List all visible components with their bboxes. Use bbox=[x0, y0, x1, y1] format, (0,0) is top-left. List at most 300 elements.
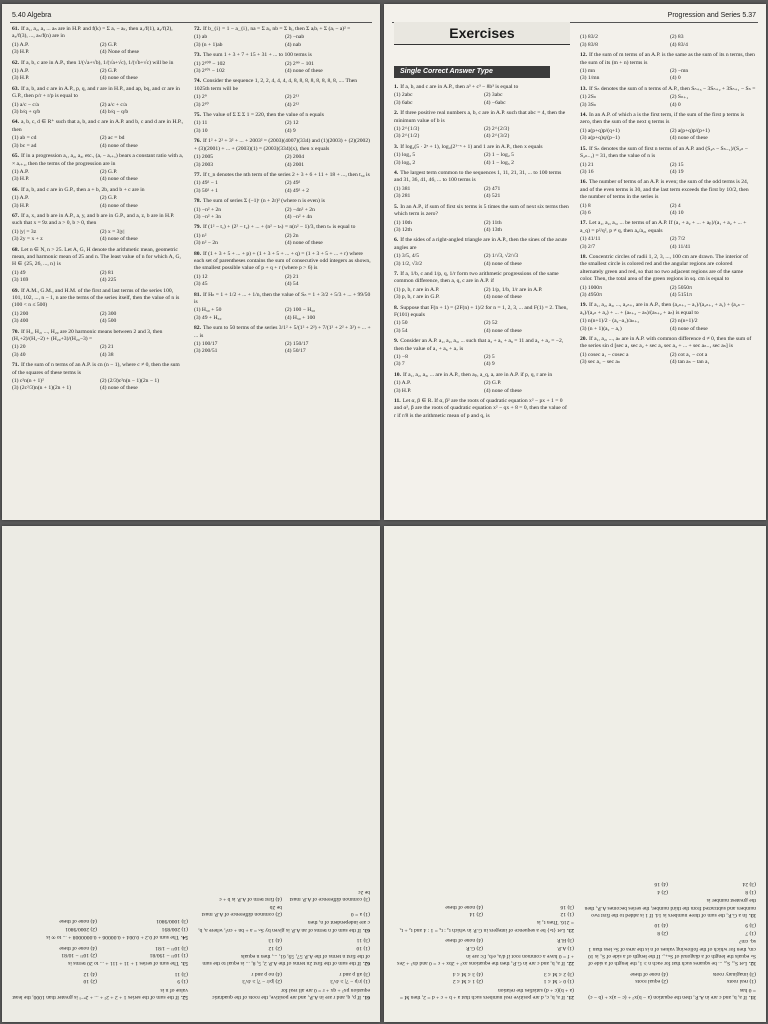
question-number: 61. bbox=[12, 26, 19, 32]
question-text bbox=[394, 237, 570, 252]
question-number: 12. bbox=[580, 52, 587, 59]
question-stem: If a, b, and c are in A.P., then the equation (a − b)x² + (c − a)x + (b − c) = 0 has bbox=[588, 986, 756, 1000]
question-item bbox=[396, 902, 574, 933]
answer-option: (4) 54 bbox=[285, 281, 299, 288]
answer-options bbox=[10, 969, 188, 984]
answer-option: (4) 2¹² bbox=[285, 101, 300, 108]
question-stem: In an A.P. of which a is the first term, if the sum of the first p terms is zero, then the sum of the next q terms is bbox=[580, 112, 745, 126]
answer-option: (1) 10th bbox=[394, 219, 412, 226]
question-text bbox=[12, 187, 184, 194]
answer-option: (4) none of these bbox=[100, 385, 138, 392]
question-item bbox=[194, 138, 372, 169]
answer-option: (1) 12 bbox=[194, 273, 208, 280]
answer-option: (3) 1/mn bbox=[580, 75, 600, 82]
answer-option: (3) 2^{1/2} bbox=[394, 133, 420, 140]
answer-option: (1) 2abc bbox=[394, 92, 413, 99]
answer-option: (1) |r/p − 7| ≥ 4√3 bbox=[330, 978, 370, 985]
answer-option: (2) 4 bbox=[657, 888, 668, 895]
answer-options bbox=[12, 102, 184, 117]
answer-option: (3) common difference of A.P. must be 2c bbox=[289, 888, 370, 903]
answer-option: (3) 4950π bbox=[580, 292, 602, 298]
answer-options bbox=[580, 318, 756, 333]
answer-option: (3) 11 bbox=[174, 970, 188, 977]
question-item bbox=[394, 398, 570, 420]
answer-option: (1) 381 bbox=[394, 185, 411, 192]
answer-option: (3) H.P. bbox=[12, 176, 30, 183]
column-right bbox=[580, 26, 756, 370]
answer-options bbox=[12, 344, 184, 359]
answer-option: (2) 2004 bbox=[285, 154, 305, 161]
answer-option: (2) 100 − H₅₀ bbox=[285, 307, 316, 314]
question-number: 21. bbox=[567, 994, 574, 1000]
answer-option: (2) x = 3|y| bbox=[100, 228, 125, 235]
answer-option: (4) H₅₀ + 100 bbox=[285, 314, 316, 321]
answer-option: (4) none of these bbox=[484, 294, 522, 301]
answer-options bbox=[580, 352, 756, 367]
question-item bbox=[10, 969, 188, 1000]
question-number: 23. bbox=[567, 926, 574, 933]
question-stem: If Sₙ denotes the sum of first n terms of an A.P. and (S₃ₙ − Sₙ₋₁)/(S₂ₙ − S₂ₙ₋₁) = 31, then the value of n is bbox=[580, 145, 748, 160]
answer-option: (2) equal roots bbox=[635, 978, 668, 985]
answer-option: (3) H.P. bbox=[12, 75, 30, 82]
answer-option: (1) |y| = 3z bbox=[12, 228, 37, 235]
question-number: 74. bbox=[194, 78, 201, 85]
question-stem: If a, x, and b are in A.P., a, y, and b are in G.P., and a, z, b are in H.P. such that x = 9z and a > 0, b > 0, then bbox=[12, 212, 175, 227]
answer-option: (3) 24 bbox=[742, 881, 756, 888]
answer-option: (3) 11 bbox=[356, 937, 370, 944]
answer-option: (1) a/c − c/a bbox=[12, 101, 39, 108]
question-text bbox=[584, 985, 756, 1000]
answer-option: (3) 6 bbox=[580, 209, 591, 216]
answer-option: (2) −4n² + 2n bbox=[285, 206, 315, 213]
question-stem: Let a₁, a₂, a₃, ... be terms of an A.P. If (a₁ + a₂ + ... + aₚ)/(a₁ + a₂ + ... + a_q) = p²/q², p ≠ q, then a₆/a₂₁ equals bbox=[580, 220, 747, 234]
question-number: 14. bbox=[580, 112, 587, 119]
answer-options bbox=[584, 880, 756, 895]
question-item bbox=[394, 271, 570, 302]
question-text bbox=[12, 247, 184, 269]
question-item bbox=[394, 110, 570, 141]
answer-options bbox=[394, 126, 570, 141]
question-stem: If a, b, c are in A.P., then 1/(√a+√b), 1/(√a+√c), 1/(√b+√c) will be in bbox=[21, 59, 174, 66]
answer-option: (4) 13th bbox=[484, 226, 502, 233]
question-text bbox=[194, 292, 372, 307]
running-head: Progression and Series 5.37 bbox=[667, 12, 756, 19]
question-number: 65. bbox=[12, 153, 19, 160]
question-number: 5. bbox=[394, 203, 399, 210]
question-stem: Let {tₙ} be a sequence of integers in G.P. in which t₄ : t₆ = 1 : 4 and t₂ + t₅ = 216. Then t₁ is bbox=[399, 919, 574, 933]
question-number: 16. bbox=[580, 179, 587, 186]
question-text bbox=[198, 985, 370, 1000]
answer-options bbox=[12, 42, 184, 57]
question-number: 80. bbox=[194, 250, 201, 257]
answer-options bbox=[198, 887, 370, 917]
question-item bbox=[396, 936, 574, 967]
question-text bbox=[12, 26, 184, 41]
question-text bbox=[580, 220, 756, 235]
answer-options bbox=[194, 207, 372, 222]
answer-option: (4) 38 bbox=[100, 351, 114, 358]
question-stem: If Hₙ = 1 + 1/2 + ... + 1/n, then the value of Sₙ = 1 + 3/2 + 5/3 + ... + 99/50 is bbox=[194, 291, 371, 305]
answer-option: (2) G.P. bbox=[484, 380, 502, 387]
question-item bbox=[580, 112, 756, 143]
answer-option: (2) 10 bbox=[83, 978, 97, 985]
answer-option: (4) none of these bbox=[100, 176, 138, 183]
answer-option: (4) 5151π bbox=[670, 292, 692, 298]
question-item bbox=[10, 917, 188, 940]
question-number: 78. bbox=[194, 198, 201, 205]
question-stem: If a, b, and c are in A.P., p, q, and r are in H.P., and ap, bq, and cr are in G.P., then p/r + r/p is equal to bbox=[12, 85, 180, 100]
answer-option: (4) −n² + 4n bbox=[285, 213, 313, 220]
question-stem: If the sides of a right-angled triangle are in A.P., then the sines of the acute angles are bbox=[394, 237, 568, 251]
answer-option: (4) b/q − q/b bbox=[100, 109, 129, 116]
answer-option: (2) 150/17 bbox=[285, 341, 309, 348]
answer-option: (3) 2003 bbox=[194, 161, 214, 168]
question-stem: The sum of series 1 + 11 + 111 + ... to 20 terms is bbox=[68, 960, 179, 967]
question-stem: If b_{i} = 1 − a_{i}, na = Σ aᵢ, nb = Σ bᵢ, then Σ aᵢbᵢ + Σ (aᵢ − a)² = bbox=[203, 26, 351, 32]
answer-option: (4) 13 bbox=[268, 937, 282, 944]
answer-option: (2) 12 bbox=[268, 944, 282, 951]
answer-options bbox=[394, 220, 570, 235]
question-text bbox=[394, 84, 570, 91]
question-text bbox=[194, 138, 372, 153]
question-number: 32. bbox=[749, 960, 756, 967]
answer-option: (2) −mn bbox=[670, 68, 689, 75]
answer-option: (2) 15 bbox=[670, 161, 684, 168]
question-number: 67. bbox=[12, 212, 19, 219]
answer-option: (2) 2¹¹ bbox=[285, 94, 300, 101]
answer-options bbox=[12, 135, 184, 150]
question-stem: If H₁, H₂, ..., H₂₀ are 20 harmonic means between 2 and 3, then (H₁+2)/(H₁−2) + (H₂₀+3)/(H₂₀−3) = bbox=[12, 328, 163, 343]
answer-option: (1) n² bbox=[194, 232, 207, 239]
question-stem: If the sum of n terms of an A.P. is cn (n − 1), where c ≠ 0, then the sum of the squares of these terms is bbox=[12, 362, 180, 376]
question-stem: Concentric circles of radii 1, 2, 3, ..., 100 cm are drawn. The interior of the smallest circle is colored red and the angular regions are colored alternately green and red, so that no two adjacent regions are of the same color. Then, the total area of the green regions in sq. cm is equal to bbox=[580, 253, 748, 283]
question-stem: If (1² − t₁) + (2² − t₂) + ... + (n² − tₙ) = n(n² − 1)/3, then tₙ is equal to bbox=[203, 224, 356, 231]
question-item bbox=[580, 179, 756, 217]
question-stem: If Sₙ denotes the sum of n terms of A.P., then Sₙ₊₃ − 3Sₙ₊₂ + 3Sₙ₊₁ − Sₙ = bbox=[589, 85, 756, 92]
answer-option: (4) 19 bbox=[670, 168, 684, 175]
question-item bbox=[194, 198, 372, 221]
question-text bbox=[194, 26, 372, 33]
answer-option: (2) 1 − log₂ 5 bbox=[484, 152, 514, 159]
answer-options bbox=[396, 936, 574, 951]
question-stem: a, b, c, d ∈ R⁺ such that a, b, and c are in A.P. and b, c and d are in H.P., then bbox=[12, 119, 184, 133]
answer-option: (3) H.P. bbox=[556, 937, 574, 944]
answer-option: (3) 2¹⁰ bbox=[194, 101, 209, 108]
question-stem: If the sum of the first 2n terms of the A.P. 2, 5, 8, ... is equal to the sum of the first n terms of the A.P. 57, 59, 61, ..., then n equals bbox=[202, 952, 370, 967]
answer-option: (1) 41/11 bbox=[580, 236, 601, 243]
question-text bbox=[194, 198, 372, 205]
answer-option: (3) 400 bbox=[12, 318, 29, 325]
section-band: Single Correct Answer Type bbox=[394, 66, 550, 78]
question-text bbox=[194, 52, 372, 59]
answer-option: (3) 281 bbox=[394, 193, 411, 200]
answer-option: (4) 500 bbox=[100, 318, 117, 325]
answer-option: (4) none of these bbox=[285, 68, 323, 75]
question-number: 17. bbox=[580, 220, 587, 227]
answer-option: (2) Sₙ₊₁ bbox=[670, 94, 689, 101]
question-stem: If three positive real numbers a, b, c are in A.P. such that abc = 4, then the minimum value of b is bbox=[394, 110, 566, 124]
question-number: 18. bbox=[580, 253, 587, 260]
question-number: 11. bbox=[394, 398, 401, 405]
question-text bbox=[194, 325, 372, 340]
answer-option: (4) −6abc bbox=[484, 99, 506, 106]
question-text bbox=[580, 336, 756, 351]
question-item bbox=[12, 247, 184, 285]
answer-option: (1) 100/17 bbox=[194, 341, 218, 348]
question-stem: Consider the sequence 1, 2, 2, 4, 4, 4, 4, 8, 8, 8, 8, 8, 8, 8, 8, .... Then 1025th term will be bbox=[194, 78, 358, 92]
answer-option: (3) (2c²/3)n(n + 1)(2n + 1) bbox=[12, 385, 72, 392]
rotated-content bbox=[384, 526, 766, 1022]
answer-options bbox=[394, 287, 570, 302]
answer-option: (3) 200/51 bbox=[194, 348, 218, 355]
question-text bbox=[12, 362, 184, 377]
question-item bbox=[584, 921, 756, 966]
question-number: 79. bbox=[194, 224, 201, 231]
answer-option: (3) 2y = x + z bbox=[12, 236, 43, 243]
answer-option: (1) 2^{1/3} bbox=[394, 126, 420, 133]
answer-option: (1) H₅₀ + 50 bbox=[194, 307, 222, 314]
answer-options bbox=[194, 274, 372, 289]
question-stem: The value of Σ Σ Σ 1 = 220, then the value of n equals bbox=[203, 112, 324, 119]
question-number: 70. bbox=[12, 328, 19, 335]
question-stem: Suppose that F(n + 1) = (2F(n) + 1)/2 for n = 1, 2, 3, ... and F(1) = 2. Then, F(101) equals bbox=[394, 304, 568, 318]
answer-option: (3) 49 + H₅₀ bbox=[194, 314, 222, 321]
question-text bbox=[194, 251, 372, 273]
question-text bbox=[10, 933, 188, 940]
question-item bbox=[394, 372, 570, 395]
answer-option: (4) nab bbox=[285, 41, 301, 48]
question-number: 81. bbox=[194, 291, 201, 298]
question-number: 1. bbox=[394, 84, 399, 90]
question-number: 22. bbox=[567, 960, 574, 967]
answer-option: (4) 3 ≤ M ≤ 4 bbox=[452, 970, 483, 977]
answer-option: (1) A.P. bbox=[557, 944, 574, 951]
answer-option: (3) 50² + 1 bbox=[194, 187, 218, 194]
answer-option: (1) 2Sₙ bbox=[580, 94, 597, 101]
question-item bbox=[12, 60, 184, 83]
answer-option: (1) c²n(n + 1)² bbox=[12, 378, 44, 385]
question-text bbox=[394, 338, 570, 353]
question-item bbox=[12, 362, 184, 393]
answer-option: (1) ab = cd bbox=[12, 135, 37, 142]
question-number: 82. bbox=[194, 325, 201, 332]
answer-option: (2) 3abc bbox=[484, 92, 503, 99]
bottom-left-page bbox=[2, 526, 380, 1022]
question-item bbox=[580, 86, 756, 109]
answer-option: (3) sec a₁ − sec aₙ bbox=[580, 359, 621, 366]
answer-options bbox=[194, 307, 372, 322]
answer-option: (2) 2⁹⁹ − 101 bbox=[285, 60, 314, 67]
question-number: 52. bbox=[181, 994, 188, 1000]
answer-option: (1) 200 bbox=[12, 310, 29, 317]
answer-option: (1) A.P. bbox=[12, 41, 29, 48]
answer-options bbox=[394, 380, 570, 395]
answer-option: (3) 12th bbox=[394, 226, 412, 233]
answer-option: (3) 1000/9801 bbox=[156, 918, 188, 925]
answer-option: (1) −n² + 2n bbox=[194, 206, 222, 213]
answer-options bbox=[10, 943, 188, 958]
answer-option: (4) no p and r bbox=[251, 970, 282, 977]
question-text bbox=[12, 119, 184, 134]
question-item bbox=[194, 52, 372, 75]
question-item bbox=[12, 86, 184, 117]
answer-option: (3) 16 bbox=[560, 903, 574, 910]
answer-option: (4) None of these bbox=[100, 49, 139, 56]
answer-option: (4) none of these bbox=[100, 142, 138, 149]
question-item bbox=[580, 254, 756, 299]
question-stem: If a, b, and c are in G.P., then the equations ax² + 2bx + c = 0 and dx² + 2ex + f = 0 have a common root if d/a, e/b, f/c are in bbox=[396, 952, 574, 967]
question-text bbox=[580, 302, 756, 317]
answer-option: (1) 0 < M ≤ 1 bbox=[543, 978, 574, 985]
answer-option: (4) none of these bbox=[59, 944, 97, 951]
answer-option: (1) 9 bbox=[177, 978, 188, 985]
question-text bbox=[394, 170, 570, 185]
answer-option: (2) 4 bbox=[670, 202, 681, 209]
answer-option: (2) ac = bd bbox=[100, 135, 125, 142]
question-stem: If in a progression a₁, a₂, a₃, etc., (aᵣ − aᵣ₊₁) bears a constant ratio with aᵣ × aᵣ₊₁, then the terms of the progression are in bbox=[12, 153, 184, 167]
answer-option: (1) −8 bbox=[394, 354, 408, 360]
question-item bbox=[194, 251, 372, 289]
question-stem: If the sum of m terms of an A.P. is the same as the sum of its n terms, then the sum of its (m + n) terms is bbox=[580, 52, 755, 66]
question-item bbox=[394, 84, 570, 107]
answer-option: (2) 52 bbox=[484, 320, 498, 327]
header-rule bbox=[10, 22, 372, 23]
answer-options bbox=[194, 120, 372, 135]
answer-option: (1) A.P. bbox=[394, 380, 411, 387]
question-number: 4. bbox=[394, 170, 399, 177]
answer-option: (4) 521 bbox=[484, 193, 501, 200]
question-item bbox=[12, 119, 184, 150]
question-stem: Let n ∈ N, n > 25. Let A, G, H denote the arithmetic mean, geometric mean, and harmonic mean of 25 and n. The least value of n for which A, G, H ∈ {25, 26, ..., n} is bbox=[12, 246, 181, 268]
column-left bbox=[394, 84, 570, 423]
answer-option: (3) 2/7 bbox=[580, 243, 596, 250]
column-right bbox=[396, 899, 574, 1000]
question-text bbox=[584, 937, 756, 967]
question-item bbox=[194, 325, 372, 356]
question-item bbox=[580, 26, 756, 49]
rotated-content bbox=[2, 526, 380, 1022]
question-text bbox=[580, 254, 756, 284]
answer-options bbox=[584, 969, 756, 984]
question-stem: If a₁, a₂, a₃, ..., a₂ₙ₊₁ are in A.P., then (a₂ₙ₊₁ − a₁)/(a₂ₙ₊₁ + a₁) + (a₂ₙ − a₂)/(a₂ₙ + a₂) + ... + (aₙ₊₂ − aₙ)/(aₙ₊₂ + aₙ) is equal to bbox=[580, 302, 745, 316]
answer-option: (4) 1 − log₅ 2 bbox=[484, 159, 514, 166]
question-number: 8. bbox=[394, 304, 399, 311]
answer-options bbox=[194, 341, 372, 356]
answer-option: (3) (n + 1)ab bbox=[194, 41, 223, 48]
answer-option: (3) n² − 2n bbox=[194, 240, 218, 247]
question-text bbox=[198, 952, 370, 967]
answer-option: (1) 49² − 1 bbox=[194, 180, 218, 187]
answer-option: (4) 16 bbox=[654, 881, 668, 888]
question-stem: In a G.P., the sum of three numbers is 14. If 1 is added to the first two numbers and subtracted from the third number, the series becomes A.P., then the greatest number is bbox=[584, 897, 756, 918]
answer-options bbox=[12, 311, 184, 326]
answer-option: (3) 1/2, √3/2 bbox=[394, 260, 423, 267]
question-stem: If a, b, c, d are positive real numbers such that a + b + c + d = 2, then M = (a + b)(c + d) satisfies the relation bbox=[399, 986, 574, 1000]
answer-options bbox=[584, 921, 756, 936]
answer-option: (1) A.P. bbox=[12, 68, 29, 75]
question-item bbox=[194, 26, 372, 49]
answer-option: (4) none of these bbox=[630, 970, 668, 977]
answer-option: (2) 1/√3, √2/√3 bbox=[484, 253, 519, 260]
answer-option: (4) none of these bbox=[100, 75, 138, 82]
answer-options bbox=[12, 229, 184, 244]
question-item bbox=[10, 943, 188, 966]
answer-option: (3) 10²¹ − 1/81 bbox=[155, 944, 188, 951]
answer-option: (1) A.P. bbox=[12, 195, 29, 202]
answer-options bbox=[580, 128, 756, 143]
answer-options bbox=[198, 936, 370, 951]
question-number: 62. bbox=[363, 960, 370, 967]
answer-option: (1) n(n+1)/2 · (a₂−a₁)/aₙ₊₁ bbox=[580, 318, 640, 325]
answer-option: (3) b/q + q/b bbox=[12, 109, 41, 116]
answer-option: (4) none of these bbox=[445, 903, 483, 910]
question-item bbox=[12, 288, 184, 326]
answer-option: (2) 1 ≤ M ≤ 2 bbox=[452, 978, 483, 985]
question-text bbox=[394, 144, 570, 151]
answer-option: (1) 200/891 bbox=[161, 925, 188, 932]
question-text bbox=[394, 305, 570, 320]
question-number: 7. bbox=[394, 270, 399, 277]
answer-option: (4) 2^{3/2} bbox=[484, 133, 510, 140]
column-left bbox=[198, 884, 370, 1000]
answer-option: (3) H.P. bbox=[12, 49, 30, 56]
answer-options bbox=[194, 34, 372, 49]
answer-options bbox=[194, 61, 372, 76]
question-text bbox=[396, 985, 574, 1000]
column-right bbox=[194, 26, 372, 359]
question-text bbox=[580, 179, 756, 201]
question-item bbox=[580, 220, 756, 251]
answer-option: (1) ab bbox=[194, 34, 208, 41]
question-stem: If log₂(5 · 2ˣ + 1), log₄(2¹⁻ˣ + 1) and 1 are in A.P., then x equals bbox=[400, 143, 543, 150]
answer-option: (4) 11/41 bbox=[670, 243, 691, 250]
answer-option: (3) 2 ≤ M ≤ 3 bbox=[543, 970, 574, 977]
question-text bbox=[584, 896, 756, 918]
answer-option: (3) 6abc bbox=[394, 99, 413, 106]
answer-option: (4) none of these bbox=[484, 387, 522, 394]
question-stem: The sum to 50 terms of the series 3/1² + 5/(1² + 2²) + 7/(1² + 2² + 3²) + ... + ... is bbox=[194, 325, 371, 339]
answer-option: (1) 2005 bbox=[194, 154, 214, 161]
answer-option: (3) log₅ 2 bbox=[394, 159, 416, 166]
answer-option: (4) 9 bbox=[285, 127, 296, 134]
answer-option: (2) 5 bbox=[484, 354, 495, 360]
question-stem: In an A.P., if sum of first six terms is 5 times the sum of next six terms then which term is zero? bbox=[394, 203, 569, 218]
answer-option: (2) −nab bbox=[285, 34, 305, 41]
answer-option: (2) 21 bbox=[100, 344, 114, 351]
answer-option: (3) −n² + 3n bbox=[194, 213, 222, 220]
answer-option: (2) common difference of A.P. must be 2b bbox=[201, 903, 282, 917]
answer-option: (2) G.P. bbox=[100, 41, 118, 48]
answer-option: (3) 9 bbox=[745, 922, 756, 929]
answer-option: (1) 2⁹ bbox=[194, 94, 207, 101]
answer-option: (2) a/c + c/a bbox=[100, 101, 127, 108]
question-number: 3. bbox=[394, 143, 399, 150]
answer-option: (2) |p/r − 7| ≥ 4√3 bbox=[242, 978, 282, 985]
answer-options bbox=[580, 94, 756, 109]
question-text bbox=[198, 918, 370, 933]
question-number: 72. bbox=[194, 26, 201, 32]
right-page bbox=[384, 4, 766, 520]
answer-option: (2) 14 bbox=[469, 910, 483, 917]
answer-option: (1) 49 bbox=[12, 269, 26, 276]
question-text bbox=[580, 52, 756, 67]
question-stem: If t_n denotes the nth term of the series 2 + 3 + 6 + 11 + 18 + ..., then t₅₀ is bbox=[203, 171, 370, 178]
question-text bbox=[12, 329, 184, 344]
answer-option: (4) first term of A.P. is b + c bbox=[219, 896, 282, 903]
answer-option: (1) 8 bbox=[745, 888, 756, 895]
question-item bbox=[584, 969, 756, 1000]
question-text bbox=[396, 918, 574, 933]
